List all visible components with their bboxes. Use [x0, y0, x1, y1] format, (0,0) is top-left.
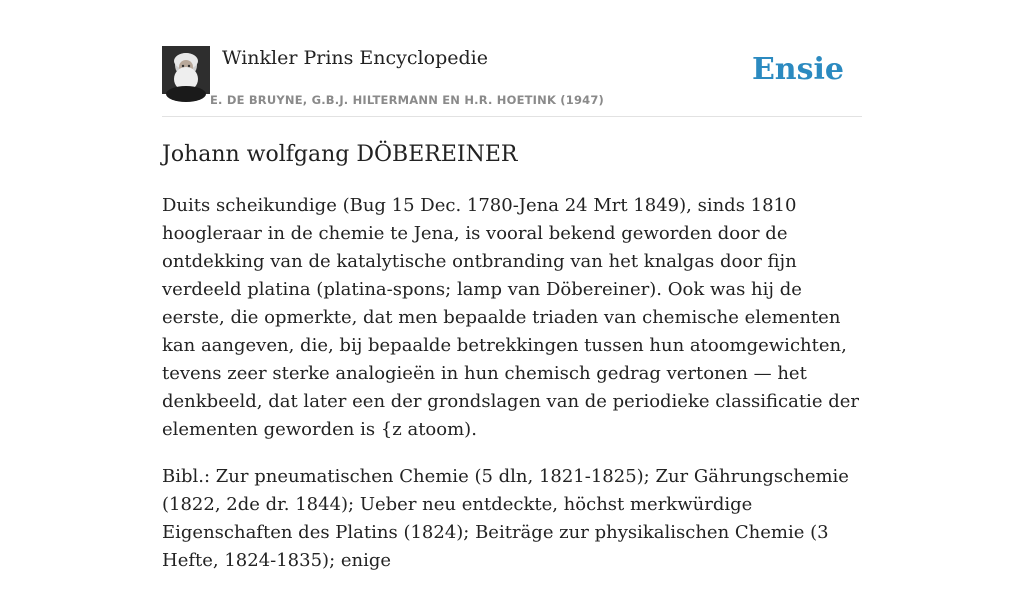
bibliography-paragraph: Bibl.: Zur pneumatischen Chemie (5 dln, 1821-1825); Zur Gährungschemie (1822, 2de dr. 1844); Ueber neu entdeckte, höchst merkwürdige Eigenschaften des Platins (1824); Beiträge zur physikalischen Chemie (3 Hefte, 1824-1835); enige	[162, 466, 849, 571]
portrait-icon[interactable]	[162, 46, 210, 94]
header	[162, 46, 862, 117]
article-body	[162, 192, 864, 594]
authors-line: E. DE BRUYNE, G.B.J. HILTERMANN EN H.R. HOETINK (1947)	[210, 93, 605, 107]
site-title[interactable]: Winkler Prins Encyclopedie	[222, 47, 488, 69]
article-paragraph: Duits scheikundige (Bug 15 Dec. 1780-Jena 24 Mrt 1849), sinds 1810 hoogleraar in de chemie te Jena, is vooral bekend geworden door de ontdekking van de katalytische ontbranding van het knalgas door fijn verdeeld platina (platina-spons; lamp van Döbereiner). Ook was hij de eerste, die opmerkte, dat men bepaalde triaden van chemische elementen kan aangeven, die, bij bepaalde betrekkingen tussen hun atoomgewichten, tevens zeer sterke analogieën in hun chemisch gedrag vertonen — het denkbeeld, dat later een der grondslagen van de periodieke classificatie der elementen geworden is {z atoom).	[162, 195, 860, 440]
article-title: Johann wolfgang DÖBEREINER	[162, 142, 518, 167]
ensie-logo[interactable]: Ensie	[751, 52, 844, 87]
